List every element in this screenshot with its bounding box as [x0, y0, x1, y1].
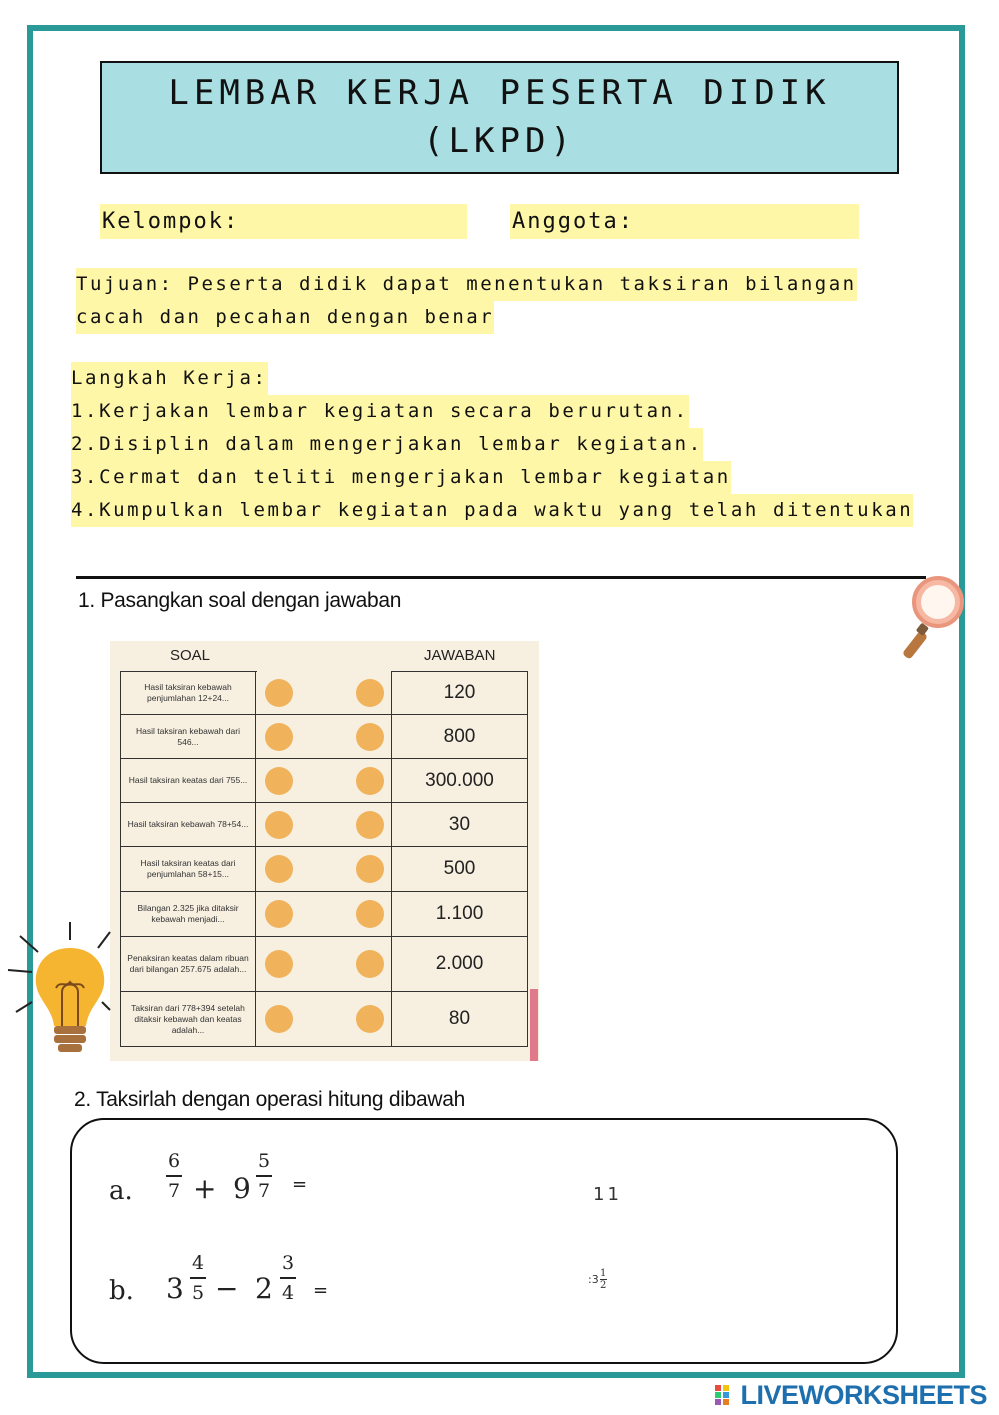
question-dot[interactable] — [265, 767, 293, 795]
table-row — [120, 847, 528, 892]
numerator: 5 — [257, 1150, 271, 1172]
operator-plus: + — [193, 1172, 217, 1205]
section2-title: 2. Taksirlah dengan operasi hitung dibawah — [74, 1088, 465, 1111]
logo-mark-icon — [715, 1385, 737, 1405]
answer-cell: 30 — [391, 803, 528, 846]
question-dot[interactable] — [265, 811, 293, 839]
goal-line-1: Tujuan: Peserta didik dapat menentukan taksiran bilangan — [76, 268, 857, 301]
table-row — [120, 803, 528, 847]
question-cell: Bilangan 2.325 jika ditaksir kebawah menjadi... — [120, 892, 256, 936]
answer-b-whole: :3 — [588, 1273, 599, 1286]
numerator: 6 — [167, 1150, 181, 1172]
denominator: 4 — [281, 1281, 295, 1304]
answer-cell: 2.000 — [391, 937, 528, 991]
matching-table — [110, 641, 539, 1061]
question-cell: Hasil taksiran kebawah 78+54... — [120, 803, 256, 846]
title-box — [100, 61, 899, 174]
question-dot[interactable] — [265, 950, 293, 978]
members-label: Anggota: — [512, 209, 634, 234]
question-cell: Hasil taksiran kebawah dari 546... — [120, 715, 256, 758]
denominator: 7 — [257, 1179, 271, 1202]
section1-title: 1. Pasangkan soal dengan jawaban — [78, 589, 402, 612]
operator-minus: − — [215, 1272, 239, 1305]
whole-number: 2 — [255, 1272, 273, 1305]
answer-cell: 800 — [391, 715, 528, 758]
question-box — [70, 1118, 898, 1364]
table-row — [120, 937, 528, 992]
answer-dot[interactable] — [356, 679, 384, 707]
goal-line-2: cacah dan pecahan dengan benar — [76, 301, 494, 334]
group-field[interactable] — [100, 204, 467, 239]
numerator: 3 — [281, 1252, 295, 1274]
equals-sign: = — [292, 1174, 308, 1195]
denominator: 2 — [600, 1280, 607, 1291]
title-line-1: LEMBAR KERJA PESERTA DIDIK — [168, 73, 831, 113]
step-item: 2.Disiplin dalam mengerjakan lembar kegiatan. — [71, 428, 703, 461]
fraction-bar — [166, 1175, 182, 1177]
step-item: 3.Cermat dan teliti mengerjakan lembar kegiatan — [71, 461, 731, 494]
question-cell: Hasil taksiran keatas dari penjumlahan 58+15... — [120, 847, 256, 891]
title-line-2: (LKPD) — [423, 121, 576, 161]
answer-dot[interactable] — [356, 811, 384, 839]
pink-marker — [530, 989, 538, 1061]
section-divider — [76, 576, 926, 579]
magnifier-icon — [896, 572, 972, 668]
step-item: 1.Kerjakan lembar kegiatan secara berurutan. — [71, 395, 689, 428]
question-a-label: a. — [109, 1176, 133, 1206]
brand-text: LIVEWORKSHEETS — [740, 1380, 987, 1410]
question-dot[interactable] — [265, 900, 293, 928]
col-soal-header: SOAL — [170, 647, 211, 664]
answer-b-fraction — [600, 1268, 607, 1291]
numerator: 4 — [191, 1252, 205, 1274]
fraction-bar — [280, 1277, 296, 1279]
question-b-label: b. — [109, 1276, 134, 1306]
question-cell: Hasil taksiran keatas dari 755... — [120, 759, 256, 802]
question-dot[interactable] — [265, 679, 293, 707]
fraction-a2 — [256, 1150, 272, 1202]
answer-dot[interactable] — [356, 950, 384, 978]
answer-dot[interactable] — [356, 855, 384, 883]
answer-cell: 80 — [391, 992, 528, 1046]
question-cell: Taksiran dari 778+394 setelah ditaksir kebawah dan keatas adalah... — [120, 992, 256, 1046]
answer-dot[interactable] — [356, 723, 384, 751]
lightbulb-icon — [6, 922, 116, 1064]
group-label: Kelompok: — [102, 209, 240, 234]
step-item: 4.Kumpulkan lembar kegiatan pada waktu yang telah ditentukan — [71, 494, 913, 527]
matching-rows — [120, 671, 528, 1047]
table-row — [120, 759, 528, 803]
answer-cell: 120 — [391, 671, 528, 714]
answer-dot[interactable] — [356, 767, 384, 795]
liveworksheets-logo — [715, 1380, 987, 1411]
answer-b[interactable] — [588, 1268, 607, 1291]
question-cell: Hasil taksiran kebawah penjumlahan 12+24... — [120, 671, 256, 714]
question-dot[interactable] — [265, 723, 293, 751]
denominator: 5 — [191, 1281, 205, 1304]
numerator: 1 — [600, 1268, 607, 1279]
answer-dot[interactable] — [356, 900, 384, 928]
col-jawaban-header: JAWABAN — [424, 647, 496, 664]
whole-number: 3 — [166, 1272, 184, 1305]
table-row — [120, 992, 528, 1047]
fraction-bar — [256, 1175, 272, 1177]
answer-cell: 1.100 — [391, 892, 528, 936]
question-cell: Penaksiran keatas dalam ribuan dari bilangan 257.675 adalah... — [120, 937, 256, 991]
fraction-b1 — [190, 1252, 206, 1304]
answer-a[interactable]: 11 — [593, 1184, 622, 1205]
goal-text — [76, 268, 857, 334]
answer-cell: 300.000 — [391, 759, 528, 802]
fraction-a1 — [166, 1150, 182, 1202]
denominator: 7 — [167, 1179, 181, 1202]
question-dot[interactable] — [265, 1005, 293, 1033]
members-field[interactable] — [510, 204, 859, 239]
table-row — [120, 671, 528, 715]
steps-list — [71, 362, 913, 527]
table-row — [120, 715, 528, 759]
answer-cell: 500 — [391, 847, 528, 891]
question-dot[interactable] — [265, 855, 293, 883]
steps-heading: Langkah Kerja: — [71, 362, 268, 395]
answer-dot[interactable] — [356, 1005, 384, 1033]
fraction-bar — [190, 1277, 206, 1279]
fraction-b2 — [280, 1252, 296, 1304]
whole-number: 9 — [233, 1172, 251, 1205]
equals-sign: = — [313, 1280, 329, 1301]
table-row — [120, 892, 528, 937]
